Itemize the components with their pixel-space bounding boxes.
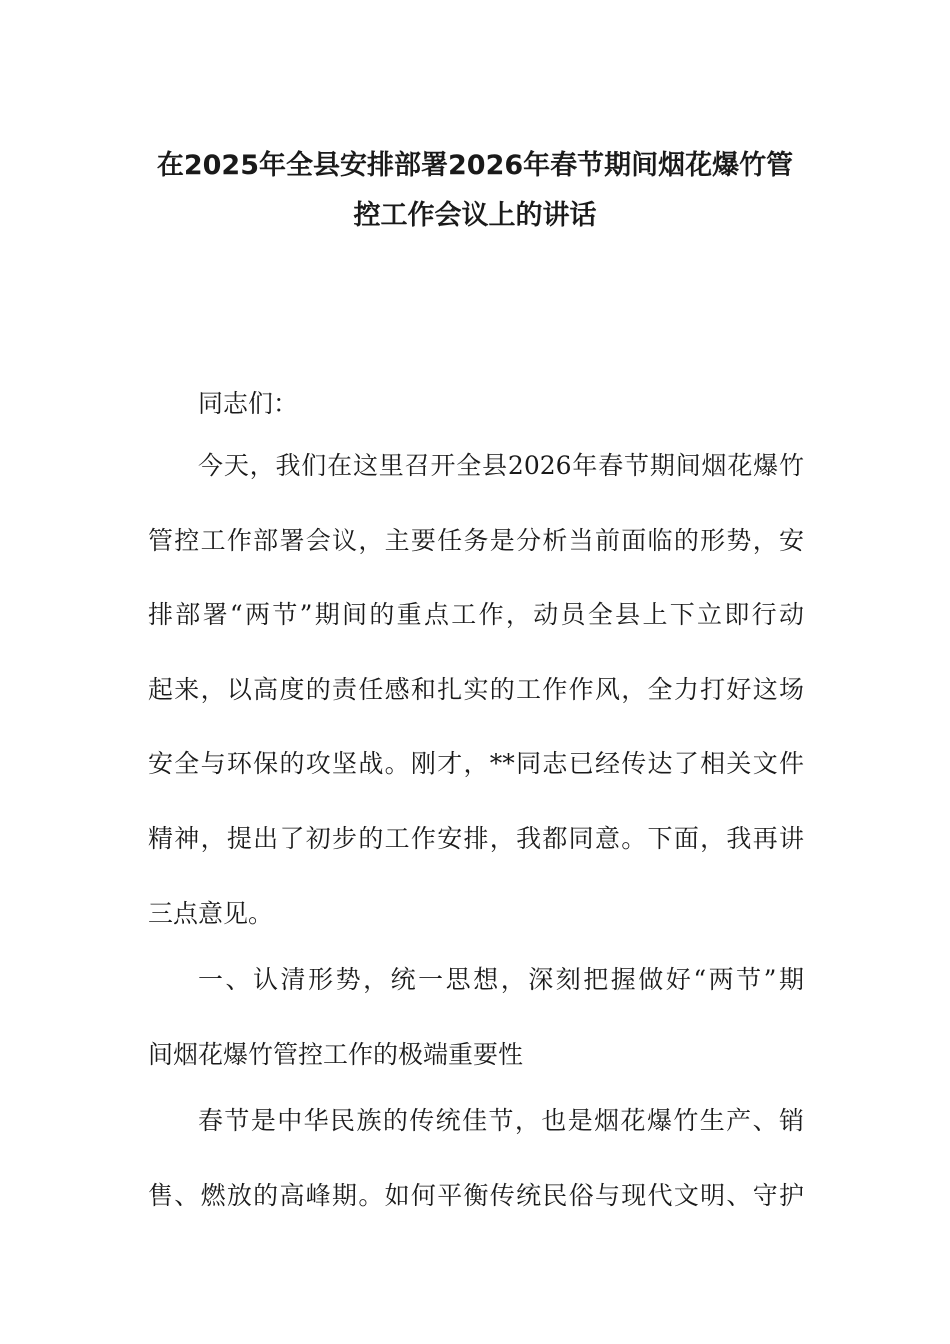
paragraph-line: 排部署“两节”期间的重点工作，动员全县上下立即行动 — [148, 600, 804, 629]
paragraph-line: 管控工作部署会议，主要任务是分析当前面临的形势，安 — [148, 526, 804, 555]
paragraph-line: 安全与环保的攻坚战。刚才，**同志已经传达了相关文件 — [148, 749, 804, 778]
document-title-line-2: 控工作会议上的讲话 — [353, 200, 597, 231]
paragraph-line: 春节是中华民族的传统佳节，也是烟花爆竹生产、销 — [198, 1106, 804, 1135]
paragraph-line: 售、燃放的高峰期。如何平衡传统民俗与现代文明、守护 — [148, 1181, 804, 1210]
paragraph-line: 精神，提出了初步的工作安排，我都同意。下面，我再讲 — [148, 824, 804, 853]
paragraph-line: 今天，我们在这里召开全县2026年春节期间烟花爆竹 — [198, 451, 804, 480]
paragraph-line: 三点意见。 — [148, 899, 274, 928]
document-title-line-1: 在2025年全县安排部署2026年春节期间烟花爆竹管 — [156, 150, 794, 181]
section-heading-line: 间烟花爆竹管控工作的极端重要性 — [148, 1040, 524, 1069]
salutation: 同志们： — [198, 389, 299, 418]
paragraph-line: 起来，以高度的责任感和扎实的工作作风，全力打好这场 — [148, 675, 804, 704]
section-heading-line: 一、认清形势，统一思想，深刻把握做好“两节”期 — [198, 965, 804, 994]
